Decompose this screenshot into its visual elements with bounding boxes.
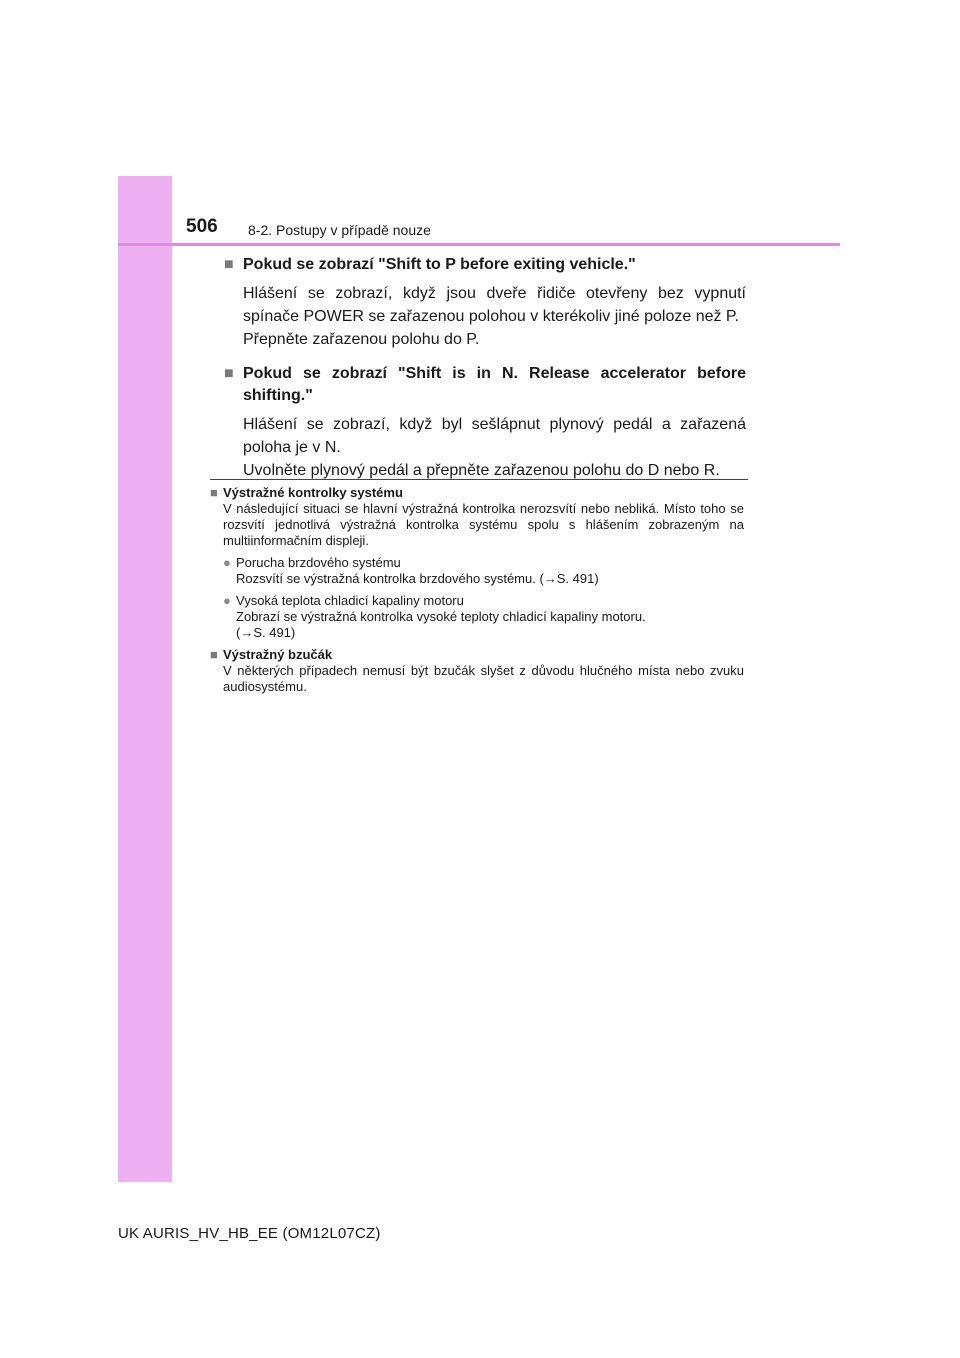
square-bullet-icon: ■ [210, 647, 218, 662]
notes-divider [210, 479, 748, 480]
document-footer: UK AURIS_HV_HB_EE (OM12L07CZ) [118, 1225, 381, 1242]
circle-bullet-icon: ● [223, 593, 231, 608]
note-heading: ■ Výstražné kontrolky systému [210, 485, 403, 500]
square-bullet-icon: ■ [224, 365, 234, 382]
message-block-1 [224, 254, 746, 351]
notes-section [210, 485, 744, 695]
square-bullet-icon: ■ [224, 256, 234, 273]
circle-bullet-icon: ● [223, 555, 231, 570]
message-heading: ■ Pokud se zobrazí "Shift to P before exiting vehicle." [224, 254, 746, 276]
note-text: V některých případech nemusí být bzučák slyšet z důvodu hlučného místa nebo zvuku audiosystému. [223, 663, 744, 694]
message-body: Hlášení se zobrazí, když jsou dveře řidiče otevřeny bez vypnutí spínače POWER se zařazenou polohou v kterékoliv jiné poloze než P. Přepněte zařazenou polohu do P. [243, 285, 746, 348]
side-tab-bar [118, 176, 172, 1182]
page-number: 506 [186, 216, 218, 237]
message-body: Hlášení se zobrazí, když byl sešlápnut plynový pedál a zařazená poloha je v N. Uvolněte plynový pedál a přepněte zařazenou polohu do D nebo R. [243, 416, 746, 479]
message-heading: ■ Pokud se zobrazí "Shift is in N. Release accelerator before shifting." [224, 363, 746, 407]
main-content [224, 254, 746, 494]
list-item: ● Porucha brzdového systému Rozsvítí se výstražná kontrolka brzdového systému. (→S. 491) [223, 555, 599, 586]
square-bullet-icon: ■ [210, 485, 218, 500]
list-item: ● Vysoká teplota chladicí kapaliny motoru Zobrazí se výstražná kontrolka vysoké teploty chladicí kapaliny motoru. (→S. 491) [223, 593, 646, 640]
note-text: V následující situaci se hlavní výstražná kontrolka nerozsvítí nebo nebliká. Místo toho se rozsvítí jednotlivá výstražná kontrolka systému spolu s hlášením zobrazeným na multiinformačním displeji. [223, 501, 744, 548]
header-rule [118, 243, 840, 246]
section-title: 8-2. Postupy v případě nouze [248, 222, 431, 238]
note-heading: ■ Výstražný bzučák [210, 647, 333, 662]
message-block-2 [224, 363, 746, 482]
